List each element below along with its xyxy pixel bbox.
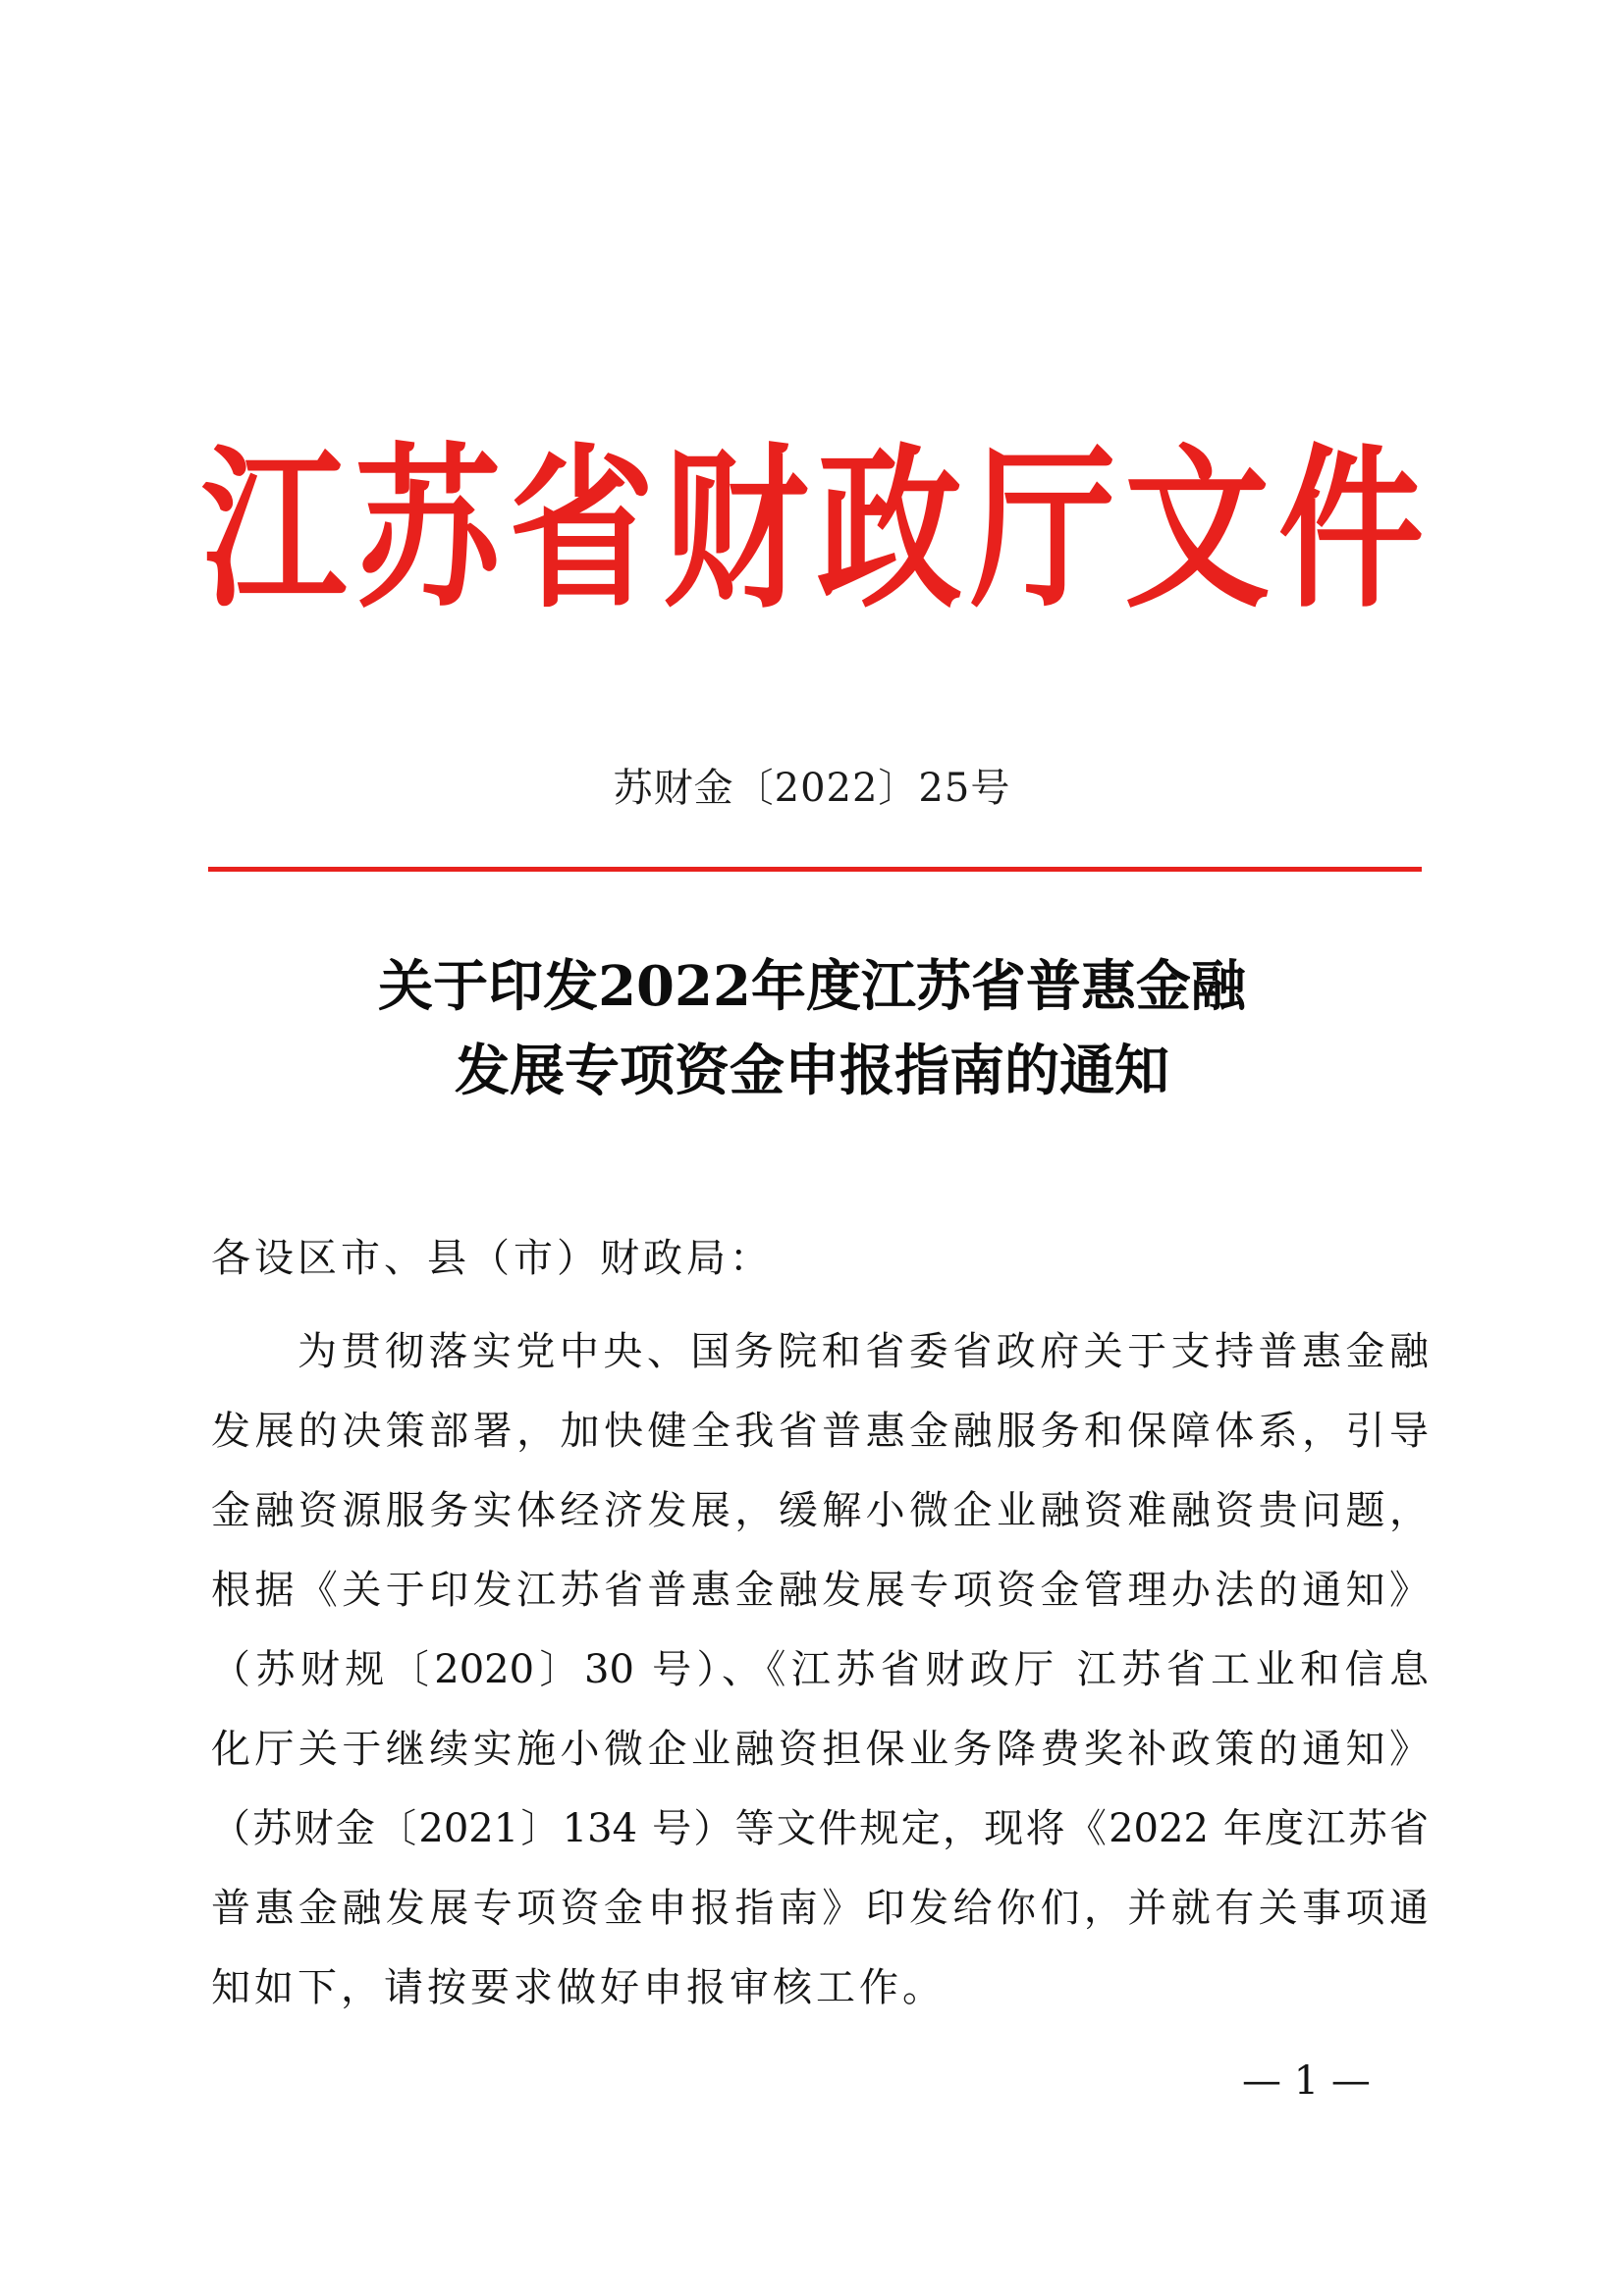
body-line: 金融资源服务实体经济发展，缓解小微企业融资难融资贵问题，: [211, 1488, 1429, 1533]
body-line: 化厅关于继续实施小微企业融资担保业务降费奖补政策的通知》: [211, 1727, 1429, 1772]
body-line: 知如下，请按要求做好申报审核工作。: [211, 1965, 946, 2010]
body-line: （苏财金〔2021〕134 号）等文件规定，现将《2022 年度江苏省: [211, 1806, 1429, 1851]
masthead-char: 件: [1277, 428, 1424, 632]
body-line: 根据《关于印发江苏省普惠金融发展专项资金管理办法的通知》: [211, 1568, 1429, 1613]
masthead-char: 文: [1124, 428, 1271, 632]
body-line: 为贯彻落实党中央、国务院和省委省政府关于支持普惠金融: [298, 1329, 1429, 1374]
masthead-char: 政: [816, 428, 962, 632]
document-number: 苏财金〔2022〕25号: [613, 766, 1011, 811]
body-line: （苏财规〔2020〕30 号）、《江苏省财政厅 江苏省工业和信息: [211, 1647, 1429, 1692]
masthead-char: 苏: [354, 428, 501, 632]
title-line-1: 关于印发2022年度江苏省普惠金融: [378, 954, 1246, 1019]
body-paragraph: [211, 1312, 1429, 2028]
masthead-char: 厅: [970, 428, 1116, 632]
body-line: 普惠金融发展专项资金申报指南》印发给你们，并就有关事项通: [211, 1886, 1429, 1931]
page-number: — 1 —: [1242, 2058, 1371, 2104]
masthead-char: 江: [201, 428, 347, 632]
red-masthead: [201, 428, 1424, 632]
red-divider-line: [208, 867, 1422, 872]
body-line: 发展的决策部署，加快健全我省普惠金融服务和保障体系，引导: [211, 1409, 1429, 1454]
masthead-char: 省: [509, 428, 655, 632]
masthead-char: 财: [663, 428, 809, 632]
document-title: [0, 944, 1624, 1113]
title-line-2: 发展专项资金申报指南的通知: [455, 1039, 1169, 1103]
salutation: 各设区市、县（市）财政局：: [211, 1236, 773, 1281]
